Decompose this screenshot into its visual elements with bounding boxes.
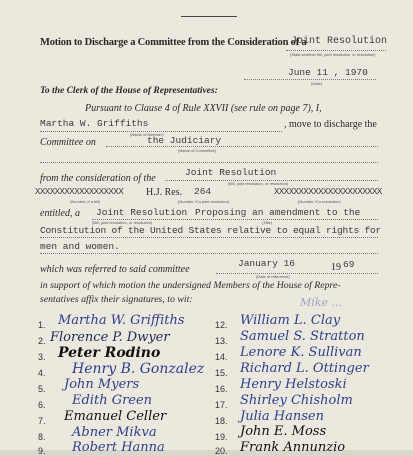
caption-number-2: (Number, if a joint resolution) bbox=[178, 199, 230, 204]
signature-4: Henry B. Gonzalez bbox=[72, 361, 205, 377]
signature-5: John Myers bbox=[64, 377, 140, 392]
form-heading: Motion to Discharge a Committee from the Consideration of a bbox=[40, 37, 307, 48]
referred-year: 69 bbox=[343, 259, 355, 270]
sig-num-19: 19. bbox=[215, 432, 228, 442]
sig-num-1: 1. bbox=[38, 320, 46, 330]
committee-value: the Judiciary bbox=[147, 135, 222, 146]
sig-num-17: 17. bbox=[215, 400, 228, 410]
top-rule bbox=[181, 16, 237, 17]
entitled-label: entitled, a bbox=[40, 208, 80, 219]
signature-1: Martha W. Griffiths bbox=[58, 313, 185, 328]
entitled-caption: (Bill, joint resolution, or resolution) bbox=[92, 220, 153, 225]
support-line-2: sentatives affix their signatures, to wit: bbox=[40, 294, 193, 305]
signature-2: Florence P. Dwyer bbox=[50, 330, 170, 345]
sig-num-20: 20. bbox=[215, 446, 228, 456]
sig-num-18: 18. bbox=[215, 416, 228, 426]
signature-6: Edith Green bbox=[72, 393, 153, 408]
date-value: June 11 , 1970 bbox=[288, 67, 368, 78]
sig-num-16: 16. bbox=[215, 384, 228, 394]
salutation: To the Clerk of the House of Representatives: bbox=[40, 86, 218, 96]
title-line-1: Proposing an amendment to the bbox=[195, 207, 361, 218]
signature-13: Samuel S. Stratton bbox=[240, 329, 365, 344]
member-name: Martha W. Griffiths bbox=[40, 118, 149, 129]
referred-text: which was referred to said committee bbox=[40, 264, 190, 275]
number-value: 264 bbox=[194, 186, 212, 197]
move-text: , move to discharge the bbox=[284, 119, 377, 130]
sig-num-3: 3. bbox=[38, 352, 46, 362]
sig-num-6: 6. bbox=[38, 400, 46, 410]
signature-8: Abner Mikva bbox=[72, 425, 157, 440]
title-line-2: Constitution of the United States relative to equal rights for bbox=[40, 225, 382, 236]
signature-20: Frank Annunzio bbox=[240, 440, 346, 455]
sig-num-12: 12. bbox=[215, 320, 228, 330]
x-filler-left: XXXXXXXXXXXXXXXXXX bbox=[35, 187, 124, 197]
from-consideration: from the consideration of the bbox=[40, 173, 156, 184]
signature-19: John E. Moss bbox=[240, 424, 327, 439]
sig-num-8: 8. bbox=[38, 432, 46, 442]
heading-caption: (State whether bill, joint resolution, or resolution) bbox=[290, 52, 376, 57]
hj-res-label: H.J. Res. bbox=[146, 187, 183, 198]
caption-number-3: (Number, if a resolution) bbox=[298, 199, 341, 204]
sig-num-14: 14. bbox=[215, 352, 228, 362]
faint-signature-stamp: Mike ... bbox=[300, 296, 342, 309]
sig-num-4: 4. bbox=[38, 368, 46, 378]
signature-17: Shirley Chisholm bbox=[240, 393, 353, 408]
entitled-type: Joint Resolution bbox=[96, 207, 188, 218]
title-line-3: men and women. bbox=[40, 241, 120, 252]
signature-12: William L. Clay bbox=[240, 313, 341, 328]
referred-caption: (Date of reference) bbox=[256, 274, 290, 279]
member-caption: (Name of Member) bbox=[130, 132, 164, 137]
heading-value: Joint Resolution bbox=[291, 36, 388, 47]
sig-num-7: 7. bbox=[38, 416, 46, 426]
referred-year-prefix: 19 bbox=[331, 262, 341, 273]
sig-num-9: 9. bbox=[38, 446, 46, 456]
type-caption: (Bill, joint resolution, or resolution) bbox=[228, 181, 289, 186]
x-filler-right: XXXXXXXXXXXXXXXXXXXXXX bbox=[274, 187, 382, 197]
referred-date: January 16 bbox=[238, 258, 296, 269]
date-caption: (Date) bbox=[311, 81, 323, 86]
signature-16: Henry Helstoski bbox=[240, 377, 347, 392]
committee-label: Committee on bbox=[40, 137, 96, 148]
signature-14: Lenore K. Sullivan bbox=[240, 345, 362, 360]
signature-3: Peter Rodino bbox=[58, 345, 161, 361]
sig-num-13: 13. bbox=[215, 336, 228, 346]
signature-9: Robert Hanna bbox=[72, 440, 165, 455]
caption-number: (Number, if a bill) bbox=[70, 199, 101, 204]
sig-num-2: 2. bbox=[38, 336, 46, 346]
sig-num-5: 5. bbox=[38, 384, 46, 394]
signature-18: Julia Hansen bbox=[240, 409, 324, 424]
sig-num-15: 15. bbox=[215, 368, 228, 378]
support-line-1: in support of which motion the undersigned Members of the House of Repre- bbox=[40, 280, 341, 291]
signature-15: Richard L. Ottinger bbox=[240, 361, 369, 376]
type-value: Joint Resolution bbox=[185, 167, 277, 178]
pursuant-text: Pursuant to Clause 4 of Rule XXVII (see rule on page 7), I, bbox=[85, 103, 322, 114]
title-caption: (Title) bbox=[262, 220, 273, 225]
committee-caption: (Name of Committee) bbox=[178, 148, 217, 153]
signature-7: Emanuel Celler bbox=[64, 409, 167, 424]
